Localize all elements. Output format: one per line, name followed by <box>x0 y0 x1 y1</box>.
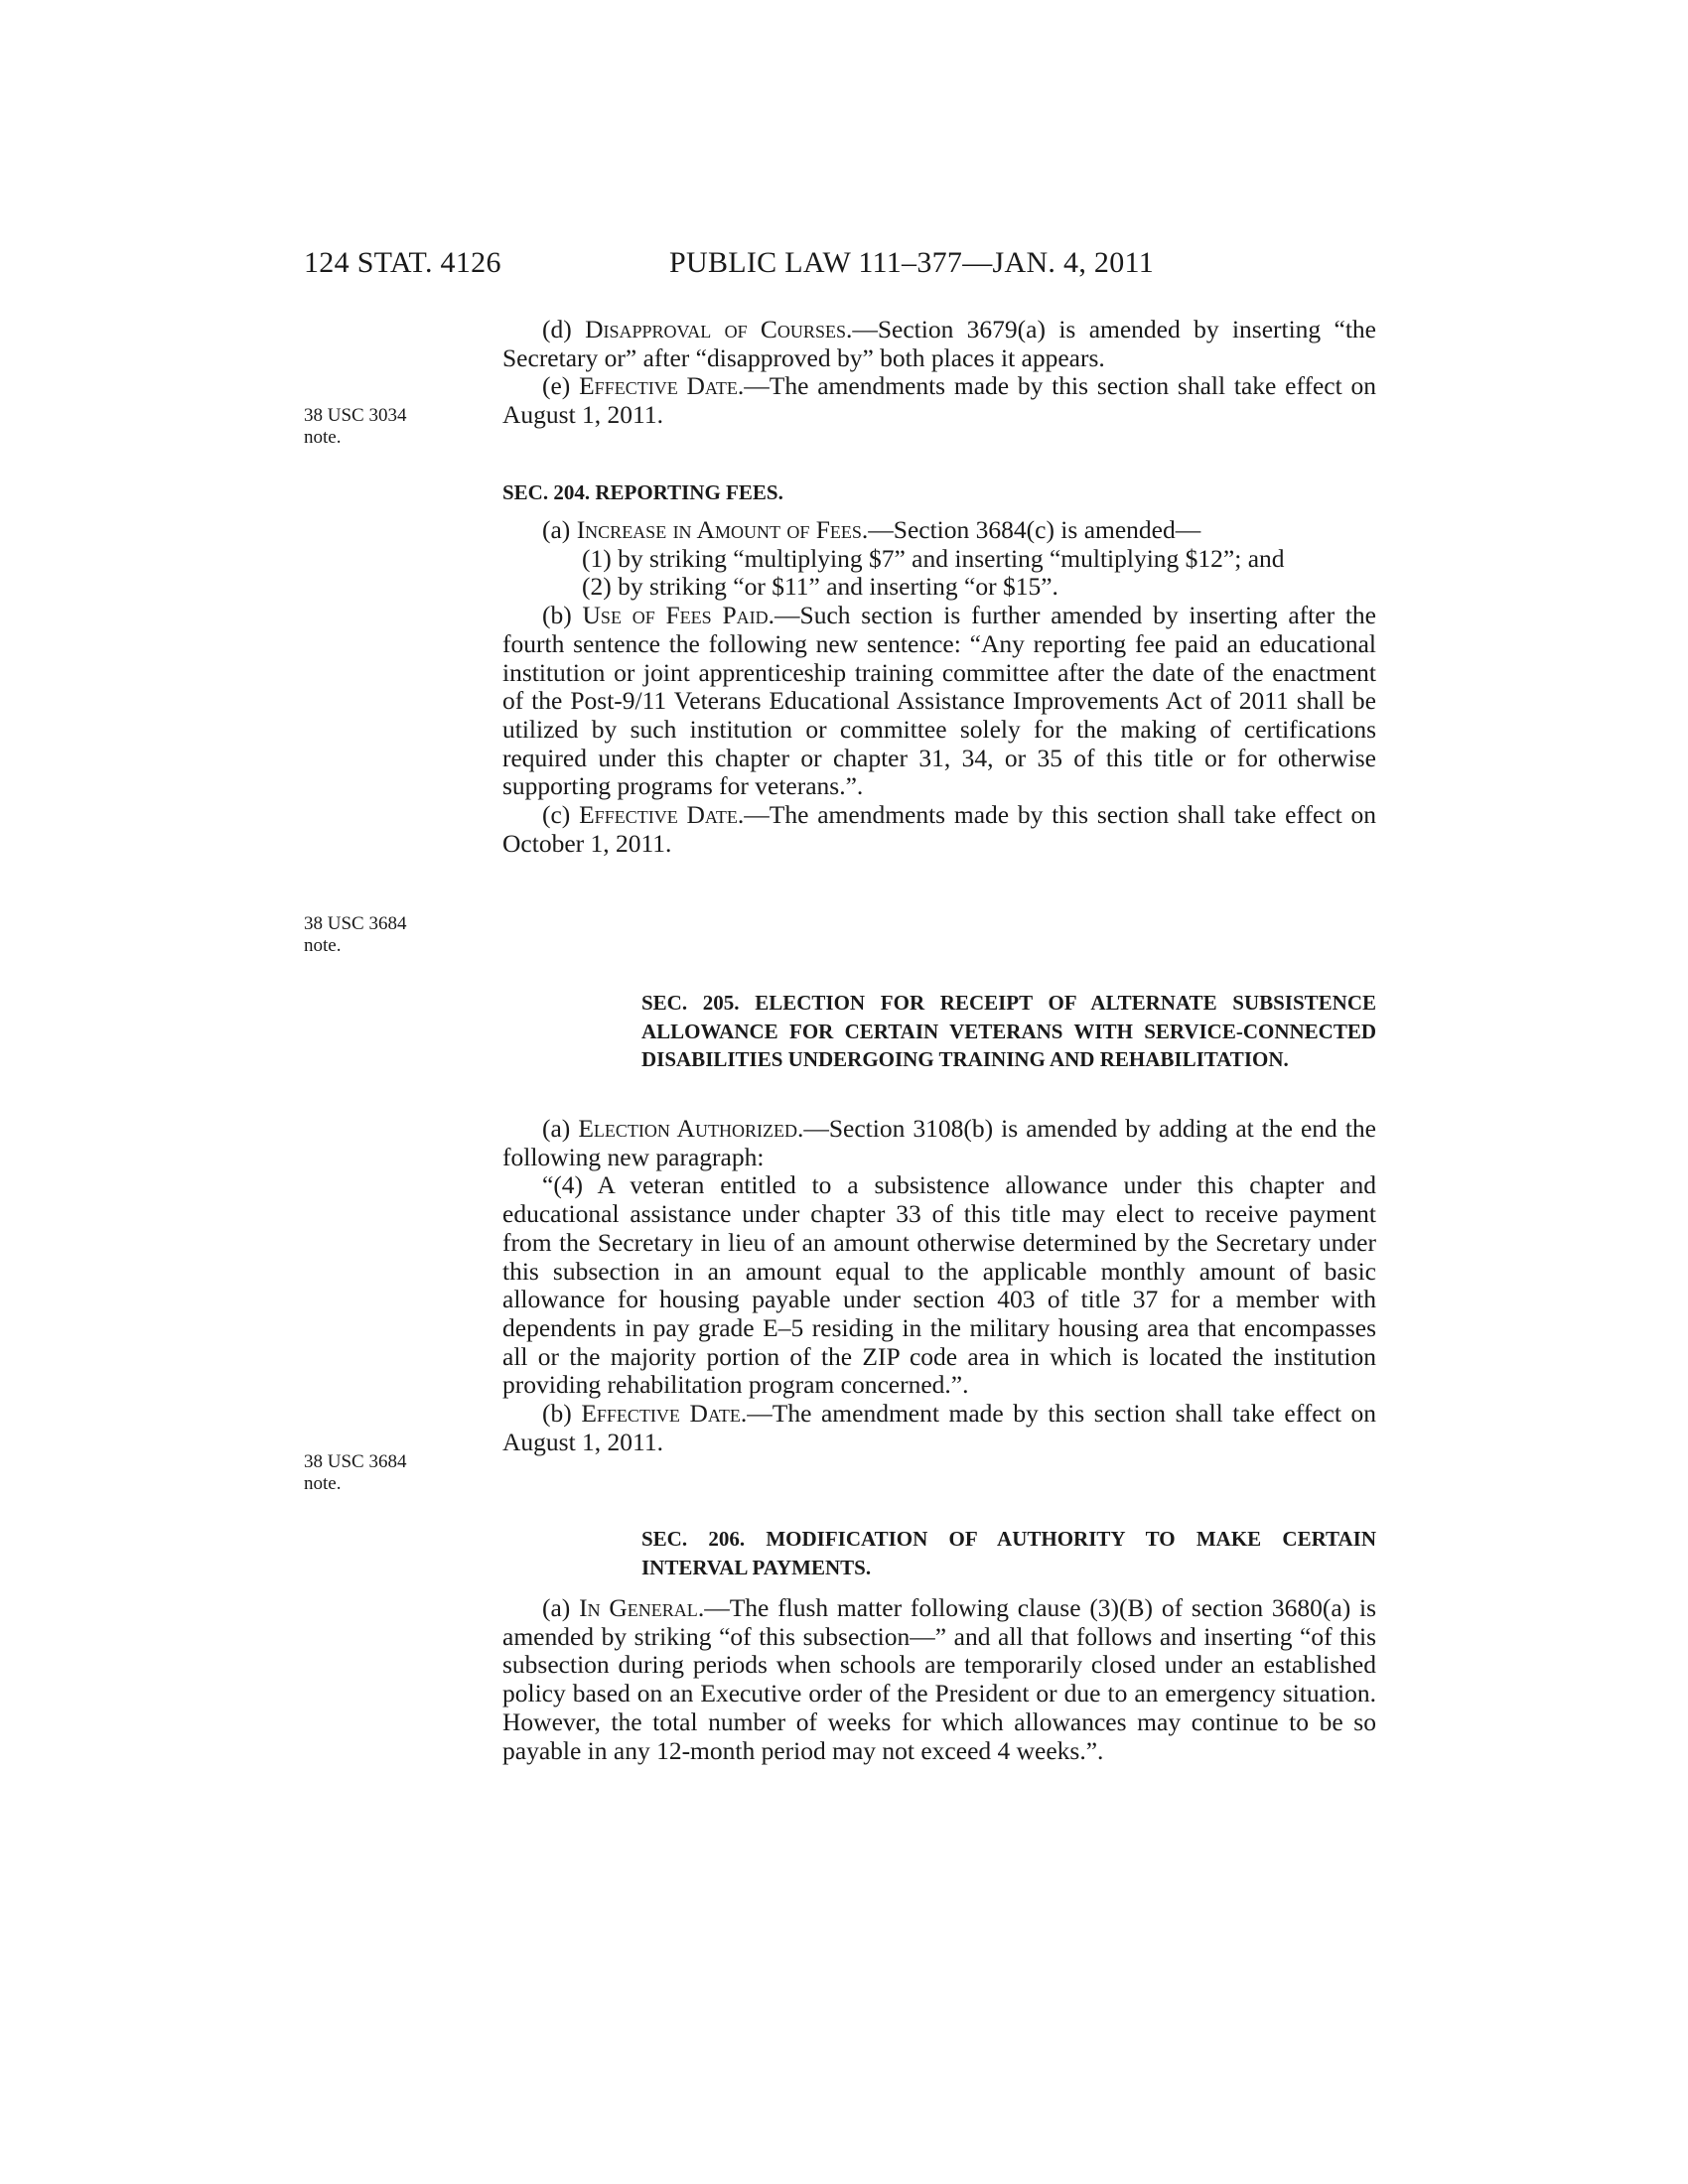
subsection-d-disapproval: (d) Disapproval of Courses.—Section 3679(a) is amended by inserting “the Secretary or” after “disapproved by” both places it appears. <box>502 315 1377 372</box>
margin-note-label: note. <box>304 427 342 448</box>
subsection-heading: Effective Date <box>581 1399 741 1429</box>
sec-205-paragraph-4: “(4) A veteran entitled to a subsistence allowance under this chapter and educational assistance under chapter 33 of this title may elect to receive payment from the Secretary in lieu of an amount otherwise determined by the Secretary under this subsection in an amount equal to the applicable monthly amount of basic allowance for housing payable under section 403 of title 37 for a member with dependents in pay grade E–5 residing in the military housing area that encompasses all or the majority portion of the ZIP code area in which is located the institution providing rehabilitation program concerned.”. <box>502 1170 1376 1400</box>
sec-204-heading-block <box>502 478 1376 507</box>
subsection-heading: Use of Fees Paid <box>582 601 769 630</box>
stat-page-number: 124 STAT. 4126 <box>304 246 501 279</box>
subsection-heading: Effective Date <box>579 371 738 401</box>
margin-note-label: note. <box>304 935 342 956</box>
sec-206-subsection-a: (a) In General.—The flush matter following clause (3)(B) of section 3680(a) is amended by striking “of this subsection—” and all that follows and inserting “of this subsection during periods when schools are temporarily closed under an established policy based on an Executive order of the President or due to an emergency situation. However, the total number of weeks for which allowances may continue to be so payable in any 12-month period may not exceed 4 weeks.”. <box>502 1593 1377 1765</box>
subsection-heading: Disapproval of Courses <box>585 315 846 343</box>
sec-205-heading-block <box>502 989 1376 1074</box>
sec-205-subsection-a: (a) Election Authorized.—Section 3108(b) is amended by adding at the end the following new paragraph: <box>502 1114 1376 1171</box>
margin-note-3684-first <box>304 913 433 957</box>
public-law-title: PUBLIC LAW 111–377—JAN. 4, 2011 <box>669 246 1155 279</box>
page-header <box>304 246 1376 286</box>
sec-204-subsection-b: (b) Use of Fees Paid.—Such section is further amended by inserting after the fourth sentence the following new sentence: “Any reporting fee paid an educational institution or joint apprenticeship training committee after the date of the enactment of the Post-9/11 Veterans Educational Assistance Improvements Act of 2011 shall be utilized by such institution or committee solely for the making of certifications required under this chapter or chapter 31, 34, or 35 of this title or for otherwise supporting programs for veterans.”. <box>502 601 1376 801</box>
sec-206-body <box>502 1594 1376 1765</box>
sec-206-heading-block <box>502 1525 1376 1581</box>
subsection-heading: Increase in Amount of Fees <box>576 515 862 544</box>
margin-note-citation: 38 USC 3034 <box>304 405 407 426</box>
margin-note-3684-second <box>304 1451 433 1495</box>
subsection-e-effective-date: (e) Effective Date.—The amendments made by this section shall take effect on August 1, 2011. <box>502 371 1376 430</box>
sec-204-paragraph-2: (2) by striking “or $11” and inserting “or $15”. <box>582 572 1058 602</box>
sec-204-paragraph-1: (1) by striking “multiplying $7” and inserting “multiplying $12”; and <box>582 543 1285 573</box>
sec-205-body <box>502 1115 1376 1456</box>
subsection-heading: In General <box>579 1593 698 1622</box>
subsection-heading: Election Authorized <box>578 1114 797 1143</box>
margin-note-citation: 38 USC 3684 <box>304 1451 407 1472</box>
sec-204-heading: SEC. 204. REPORTING FEES. <box>502 480 783 504</box>
sec-204-body <box>502 516 1376 858</box>
margin-note-citation: 38 USC 3684 <box>304 913 407 934</box>
text-block-sec203-end <box>502 316 1376 430</box>
sec-204-subsection-c: (c) Effective Date.—The amendments made by this section shall take effect on October 1, 2011. <box>502 800 1376 858</box>
subsection-heading: Effective Date <box>579 800 738 830</box>
sec-204-subsection-a: (a) Increase in Amount of Fees.—Section 3684(c) is amended— <box>542 515 1201 544</box>
sec-205-heading: SEC. 205. ELECTION FOR RECEIPT OF ALTERNATE SUBSISTENCE ALLOWANCE FOR CERTAIN VETERANS WITH SERVICE-CONNECTED DISABILITIES UNDERGOING TRAINING AND REHABILITATION. <box>641 991 1376 1071</box>
margin-note-label: note. <box>304 1473 342 1494</box>
sec-206-heading: SEC. 206. MODIFICATION OF AUTHORITY TO MAKE CERTAIN INTERVAL PAYMENTS. <box>641 1527 1376 1579</box>
sec-205-subsection-b: (b) Effective Date.—The amendment made by this section shall take effect on August 1, 2011. <box>502 1399 1377 1456</box>
margin-note-3034 <box>304 405 433 449</box>
